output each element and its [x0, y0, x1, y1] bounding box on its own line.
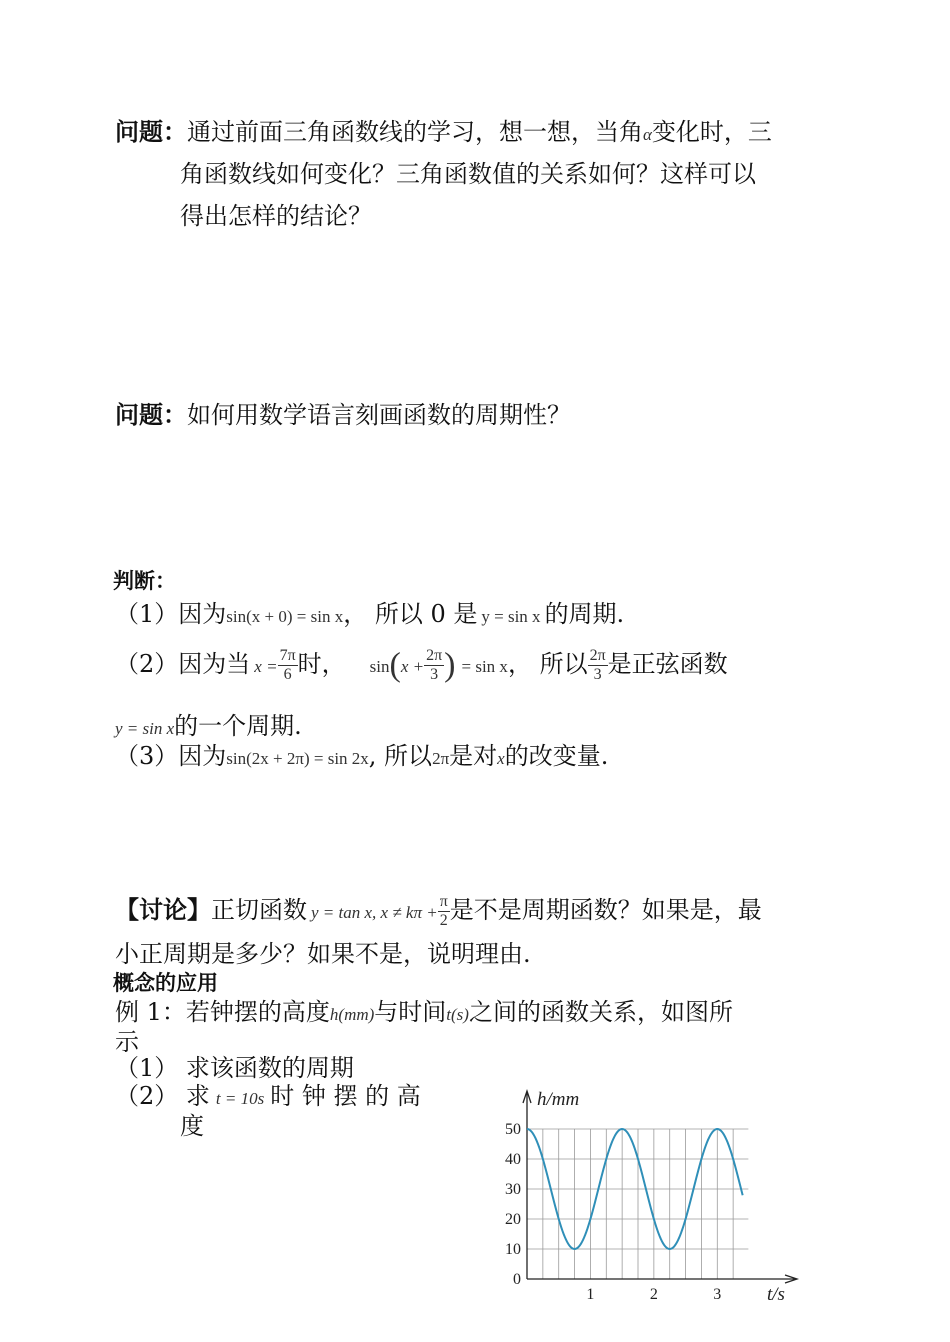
- left-paren: (: [389, 646, 401, 684]
- fraction-2pi-3-b: $\frac{2\pi}{3}$: [589, 647, 606, 683]
- y-tick-label: 10: [505, 1241, 521, 1258]
- discussion-formula: y = tan x, x ≠ kπ +: [311, 903, 438, 922]
- judge-item-1-suffix: 的周期.: [544, 600, 625, 628]
- example-1-h-mm: h(mm): [329, 1005, 375, 1024]
- fraction-pi-2: $\frac{\pi}{2}$: [439, 893, 448, 929]
- judge-item-3-2pi: 2π: [432, 749, 450, 768]
- example-1-sub2: [115, 1080, 421, 1115]
- x-tick-label: 1: [586, 1286, 595, 1303]
- example-1-sub2-t: t = 10s: [215, 1089, 265, 1108]
- judge-item-1-middle: ， 所以 0 是: [343, 600, 478, 628]
- discussion-prefix: 正切函数: [211, 896, 307, 924]
- chart-axes: [523, 1091, 797, 1283]
- judge-item-3-middle2: 是对: [449, 742, 498, 770]
- example-1-t-s: t(s): [446, 1005, 469, 1024]
- example-1-sub2-prefix: （2） 求: [115, 1082, 210, 1110]
- x-tick-label: 3: [713, 1286, 722, 1303]
- judge-item-3-x: x: [497, 749, 505, 768]
- x-tick-label: 2: [649, 1286, 658, 1303]
- sin-label: sin: [369, 657, 390, 676]
- judge-item-1-function: y = sin x: [481, 607, 541, 626]
- chart-x-label: t/s: [767, 1284, 785, 1305]
- equals-sin-x: = sin x: [461, 657, 508, 676]
- question-2-label: 问题：: [115, 401, 187, 429]
- chart-grid: [527, 1129, 748, 1279]
- discussion-label: 【讨论】: [115, 896, 211, 924]
- example-1: [115, 996, 733, 1031]
- discussion-suffix: 是不是周期函数？如果是，最: [449, 896, 762, 924]
- discussion: [115, 882, 762, 941]
- question-1-text-b: 变化时，三: [651, 118, 772, 146]
- judge-item-3-suffix: 的改变量.: [504, 742, 609, 770]
- y-tick-label: 30: [505, 1181, 521, 1198]
- example-1-sub1: （1） 求该函数的周期: [115, 1054, 354, 1082]
- judge-item-2-middle: ， 所以: [507, 650, 588, 678]
- question-1-line3: 得出怎样的结论？: [180, 202, 372, 230]
- question-1: [115, 112, 855, 155]
- judge-item-3-prefix: （3）因为: [115, 742, 227, 770]
- chart-ticks: [505, 1121, 721, 1303]
- judge-item-3-middle: , 所以: [368, 742, 433, 770]
- judge-item-2-x-equals: x =: [254, 657, 278, 676]
- judge-item-1-prefix: （1）因为: [115, 600, 227, 628]
- inner-x-plus: x +: [400, 657, 425, 676]
- y-tick-label: 0: [513, 1271, 521, 1288]
- pendulum-chart: [495, 1083, 805, 1308]
- judge-item-2-function: y = sin x: [115, 719, 175, 738]
- judge-item-1: [115, 594, 624, 637]
- question-2: [115, 395, 571, 435]
- question-1-line2: 角函数线如何变化？三角函数值的关系如何？这样可以: [180, 160, 756, 188]
- chart-y-label: h/mm: [537, 1089, 580, 1110]
- judge-item-3: [115, 736, 608, 779]
- example-1-suffix: 之间的函数关系，如图所: [468, 998, 733, 1026]
- judge-item-2-prefix: （2）因为当: [115, 650, 251, 678]
- y-tick-label: 20: [505, 1211, 521, 1228]
- alpha-symbol: α: [643, 125, 652, 144]
- judge-item-2: [115, 636, 728, 695]
- example-1-prefix: 例 1：若钟摆的高度: [115, 998, 330, 1026]
- example-1-sub2-suffix: 时 钟 摆 的 高: [270, 1082, 421, 1110]
- question-1-text-a: 通过前面三角函数线的学习，想一想，当角: [187, 118, 643, 146]
- question-2-text: 如何用数学语言刻画函数的周期性？: [187, 401, 571, 429]
- application-heading: 概念的应用: [113, 971, 218, 995]
- judge-item-2-suffix: 是正弦函数: [607, 650, 728, 678]
- fraction-7pi-6: $\frac{7\pi}{6}$: [279, 647, 296, 683]
- example-1-line2: 示: [115, 1028, 139, 1056]
- y-tick-label: 40: [505, 1151, 521, 1168]
- example-1-middle: 与时间: [374, 998, 447, 1026]
- fraction-2pi-3: $\frac{2\pi}{3}$: [426, 647, 443, 683]
- judge-item-2-cont-text: 的一个周期.: [174, 712, 302, 740]
- discussion-line2: 小正周期是多少？如果不是，说明理由.: [115, 940, 531, 968]
- judge-heading: 判断：: [113, 569, 176, 593]
- judge-item-1-formula: sin(x + 0) = sin x: [226, 607, 344, 626]
- question-1-label: 问题：: [115, 118, 187, 146]
- judge-item-2-when: 时，: [297, 650, 346, 678]
- example-1-sub2-line2: 度: [180, 1112, 204, 1140]
- y-tick-label: 50: [505, 1121, 521, 1138]
- judge-item-3-formula: sin(2x + 2π) = sin 2x: [226, 749, 369, 768]
- right-paren: ): [444, 646, 456, 684]
